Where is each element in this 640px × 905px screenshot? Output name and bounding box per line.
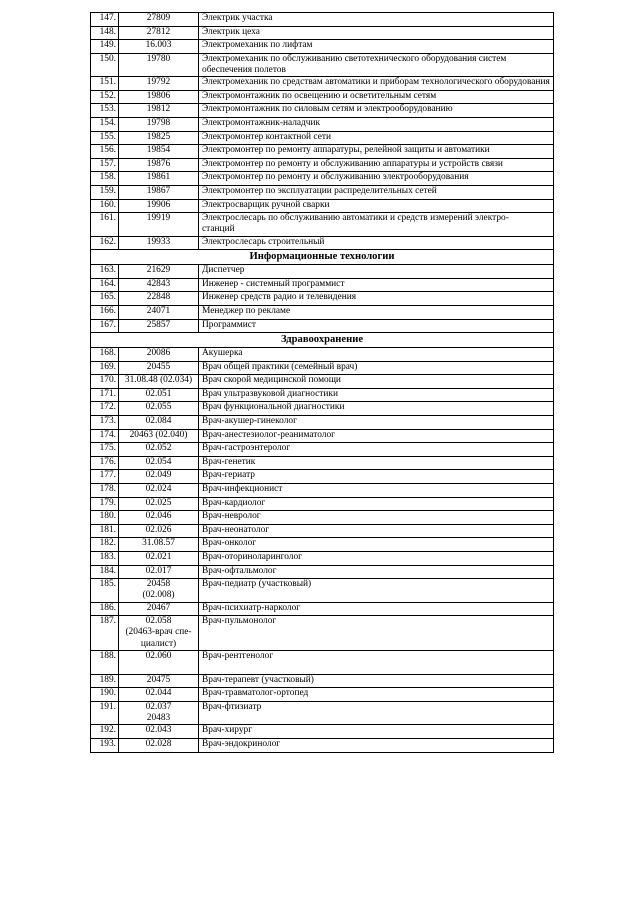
row-number: 151. <box>91 77 119 91</box>
profession-code: 31.08.57 <box>119 538 199 552</box>
table-row <box>91 375 554 389</box>
profession-name: Врач-оториноларинголог <box>199 552 554 566</box>
row-number: 164. <box>91 278 119 292</box>
profession-code: 16.003 <box>119 40 199 54</box>
row-number: 158. <box>91 172 119 186</box>
table-row <box>91 674 554 688</box>
row-number: 179. <box>91 497 119 511</box>
table-row <box>91 90 554 104</box>
row-number: 192. <box>91 725 119 739</box>
row-number: 163. <box>91 265 119 279</box>
profession-name: Врач-кардиолог <box>199 497 554 511</box>
row-number: 165. <box>91 292 119 306</box>
profession-name: Врач общей практики (семейный врач) <box>199 361 554 375</box>
profession-name: Программист <box>199 319 554 333</box>
profession-code: 19798 <box>119 117 199 131</box>
profession-name: Врач-педиатр (участковый) <box>199 579 554 602</box>
profession-code: 21629 <box>119 265 199 279</box>
table-row <box>91 158 554 172</box>
profession-code: 24071 <box>119 305 199 319</box>
profession-code: 19780 <box>119 53 199 76</box>
profession-code: 02.043 <box>119 725 199 739</box>
table-row <box>91 579 554 602</box>
table-row <box>91 497 554 511</box>
section-title: Информационные технологии <box>91 250 554 265</box>
profession-code: 20458 (02.008) <box>119 579 199 602</box>
row-number: 153. <box>91 104 119 118</box>
profession-code: 02.044 <box>119 688 199 702</box>
profession-name: Диспетчер <box>199 265 554 279</box>
profession-name: Врач-гастроэнтеролог <box>199 443 554 457</box>
row-number: 181. <box>91 524 119 538</box>
table-row <box>91 199 554 213</box>
profession-name: Врач-офтальмолог <box>199 565 554 579</box>
row-number: 152. <box>91 90 119 104</box>
profession-code: 02.049 <box>119 470 199 484</box>
table-row <box>91 552 554 566</box>
profession-name: Электромонтер контактной сети <box>199 131 554 145</box>
row-number: 193. <box>91 738 119 752</box>
row-number: 160. <box>91 199 119 213</box>
profession-name: Врач функциональной диагностики <box>199 402 554 416</box>
row-number: 185. <box>91 579 119 602</box>
profession-code: 02.026 <box>119 524 199 538</box>
profession-code: 19812 <box>119 104 199 118</box>
profession-name: Врач-хирург <box>199 725 554 739</box>
table-row <box>91 688 554 702</box>
table-row <box>91 538 554 552</box>
table-row <box>91 602 554 616</box>
profession-code: 19792 <box>119 77 199 91</box>
row-number: 154. <box>91 117 119 131</box>
profession-code: 31.08.48 (02.034) <box>119 375 199 389</box>
row-number: 175. <box>91 443 119 457</box>
profession-name: Электрик цеха <box>199 26 554 40</box>
row-number: 161. <box>91 213 119 236</box>
profession-code: 19906 <box>119 199 199 213</box>
row-number: 149. <box>91 40 119 54</box>
profession-name: Врач-фтизиатр <box>199 701 554 724</box>
row-number: 167. <box>91 319 119 333</box>
table-row <box>91 484 554 498</box>
profession-name: Электромеханик по лифтам <box>199 40 554 54</box>
table-row <box>91 13 554 27</box>
profession-name: Электромонтер по ремонту и обслуживанию аппаратуры и устройств связи <box>199 158 554 172</box>
table-row <box>91 388 554 402</box>
profession-name: Врач-акушер-гинеколог <box>199 416 554 430</box>
table-row <box>91 40 554 54</box>
table-row <box>91 213 554 236</box>
profession-name: Врач скорой медицинской помощи <box>199 375 554 389</box>
row-number: 156. <box>91 145 119 159</box>
profession-name: Врач-инфекционист <box>199 484 554 498</box>
table-row <box>91 292 554 306</box>
profession-name: Врач ультразвуковой диагностики <box>199 388 554 402</box>
professions-table <box>90 12 554 753</box>
profession-code: 20467 <box>119 602 199 616</box>
row-number: 187. <box>91 616 119 651</box>
profession-name: Акушерка <box>199 348 554 362</box>
table-row <box>91 131 554 145</box>
profession-code: 20086 <box>119 348 199 362</box>
table-row <box>91 117 554 131</box>
row-number: 173. <box>91 416 119 430</box>
profession-code: 02.084 <box>119 416 199 430</box>
table-row <box>91 361 554 375</box>
profession-code: 02.051 <box>119 388 199 402</box>
row-number: 182. <box>91 538 119 552</box>
profession-code: 02.052 <box>119 443 199 457</box>
row-number: 183. <box>91 552 119 566</box>
row-number: 186. <box>91 602 119 616</box>
table-row <box>91 402 554 416</box>
row-number: 188. <box>91 650 119 674</box>
table-row <box>91 77 554 91</box>
table-row <box>91 145 554 159</box>
row-number: 180. <box>91 511 119 525</box>
profession-code: 19933 <box>119 236 199 250</box>
row-number: 162. <box>91 236 119 250</box>
row-number: 150. <box>91 53 119 76</box>
table-row <box>91 650 554 674</box>
profession-code: 02.046 <box>119 511 199 525</box>
table-row <box>91 443 554 457</box>
profession-name: Электрослесарь строительный <box>199 236 554 250</box>
profession-name: Электромонтер по эксплуатации распределительных сетей <box>199 185 554 199</box>
table-row <box>91 236 554 250</box>
row-number: 170. <box>91 375 119 389</box>
table-row <box>91 701 554 724</box>
profession-code: 19876 <box>119 158 199 172</box>
profession-name: Врач-неонатолог <box>199 524 554 538</box>
profession-code: 20455 <box>119 361 199 375</box>
table-row <box>91 524 554 538</box>
profession-code: 19825 <box>119 131 199 145</box>
profession-code: 02.055 <box>119 402 199 416</box>
profession-code: 19867 <box>119 185 199 199</box>
profession-code: 20475 <box>119 674 199 688</box>
table-row <box>91 185 554 199</box>
profession-name: Врач-терапевт (участковый) <box>199 674 554 688</box>
profession-name: Инженер средств радио и телевидения <box>199 292 554 306</box>
row-number: 176. <box>91 456 119 470</box>
profession-code: 02.054 <box>119 456 199 470</box>
profession-code: 02.025 <box>119 497 199 511</box>
row-number: 178. <box>91 484 119 498</box>
profession-code: 02.017 <box>119 565 199 579</box>
profession-name: Врач-гериатр <box>199 470 554 484</box>
row-number: 177. <box>91 470 119 484</box>
table-row <box>91 738 554 752</box>
table-body <box>91 13 554 753</box>
table-row <box>91 429 554 443</box>
row-number: 155. <box>91 131 119 145</box>
profession-code: 02.060 <box>119 650 199 674</box>
row-number: 184. <box>91 565 119 579</box>
table-row <box>91 305 554 319</box>
profession-code: 02.021 <box>119 552 199 566</box>
profession-name: Электросварщик ручной сварки <box>199 199 554 213</box>
table-row <box>91 416 554 430</box>
profession-code: 02.024 <box>119 484 199 498</box>
section-header-row <box>91 333 554 348</box>
row-number: 159. <box>91 185 119 199</box>
table-row <box>91 616 554 651</box>
row-number: 147. <box>91 13 119 27</box>
profession-name: Электромонтер по ремонту и обслуживанию электрооборудования <box>199 172 554 186</box>
row-number: 171. <box>91 388 119 402</box>
profession-code: 20463 (02.040) <box>119 429 199 443</box>
profession-name: Врач-психиатр-нарколог <box>199 602 554 616</box>
row-number: 190. <box>91 688 119 702</box>
profession-code: 27812 <box>119 26 199 40</box>
profession-name: Врач-онколог <box>199 538 554 552</box>
profession-name: Электромеханик по обслуживанию светотехнического оборудования систем обеспечения полетов <box>199 53 554 76</box>
table-row <box>91 265 554 279</box>
profession-code: 19861 <box>119 172 199 186</box>
profession-code: 19854 <box>119 145 199 159</box>
table-row <box>91 725 554 739</box>
profession-name: Электромонтажник-наладчик <box>199 117 554 131</box>
profession-name: Врач-пульмонолог <box>199 616 554 651</box>
row-number: 172. <box>91 402 119 416</box>
row-number: 168. <box>91 348 119 362</box>
profession-name: Врач-травматолог-ортопед <box>199 688 554 702</box>
table-row <box>91 348 554 362</box>
table-row <box>91 470 554 484</box>
profession-code: 42843 <box>119 278 199 292</box>
table-row <box>91 53 554 76</box>
profession-code: 19919 <box>119 213 199 236</box>
profession-code: 02.037 20483 <box>119 701 199 724</box>
profession-code: 25857 <box>119 319 199 333</box>
table-row <box>91 172 554 186</box>
section-header-row <box>91 250 554 265</box>
row-number: 174. <box>91 429 119 443</box>
row-number: 169. <box>91 361 119 375</box>
table-row <box>91 565 554 579</box>
row-number: 148. <box>91 26 119 40</box>
profession-name: Инженер - системный программист <box>199 278 554 292</box>
profession-code: 27809 <box>119 13 199 27</box>
profession-name: Электромонтер по ремонту аппаратуры, релейной защиты и автоматики <box>199 145 554 159</box>
profession-name: Менеджер по рекламе <box>199 305 554 319</box>
section-title: Здравоохранение <box>91 333 554 348</box>
profession-name: Электромонтажник по силовым сетям и электрооборудованию <box>199 104 554 118</box>
profession-code: 02.028 <box>119 738 199 752</box>
profession-name: Электромеханик по средствам автоматики и приборам технологического оборудования <box>199 77 554 91</box>
profession-name: Врач-анестезиолог-реаниматолог <box>199 429 554 443</box>
table-row <box>91 104 554 118</box>
profession-name: Врач-рентгенолог <box>199 650 554 674</box>
row-number: 191. <box>91 701 119 724</box>
profession-name: Врач-генетик <box>199 456 554 470</box>
table-row <box>91 319 554 333</box>
profession-code: 22848 <box>119 292 199 306</box>
profession-name: Электромонтажник по освещению и осветительным сетям <box>199 90 554 104</box>
row-number: 157. <box>91 158 119 172</box>
table-row <box>91 26 554 40</box>
profession-name: Врач-невролог <box>199 511 554 525</box>
table-row <box>91 511 554 525</box>
row-number: 166. <box>91 305 119 319</box>
row-number: 189. <box>91 674 119 688</box>
table-row <box>91 278 554 292</box>
profession-name: Электрик участка <box>199 13 554 27</box>
profession-name: Электрослесарь по обслуживанию автоматики и средств измерений электро- станций <box>199 213 554 236</box>
profession-name: Врач-эндокринолог <box>199 738 554 752</box>
profession-code: 19806 <box>119 90 199 104</box>
profession-code: 02.058 (20463-врач спе- циалист) <box>119 616 199 651</box>
table-row <box>91 456 554 470</box>
